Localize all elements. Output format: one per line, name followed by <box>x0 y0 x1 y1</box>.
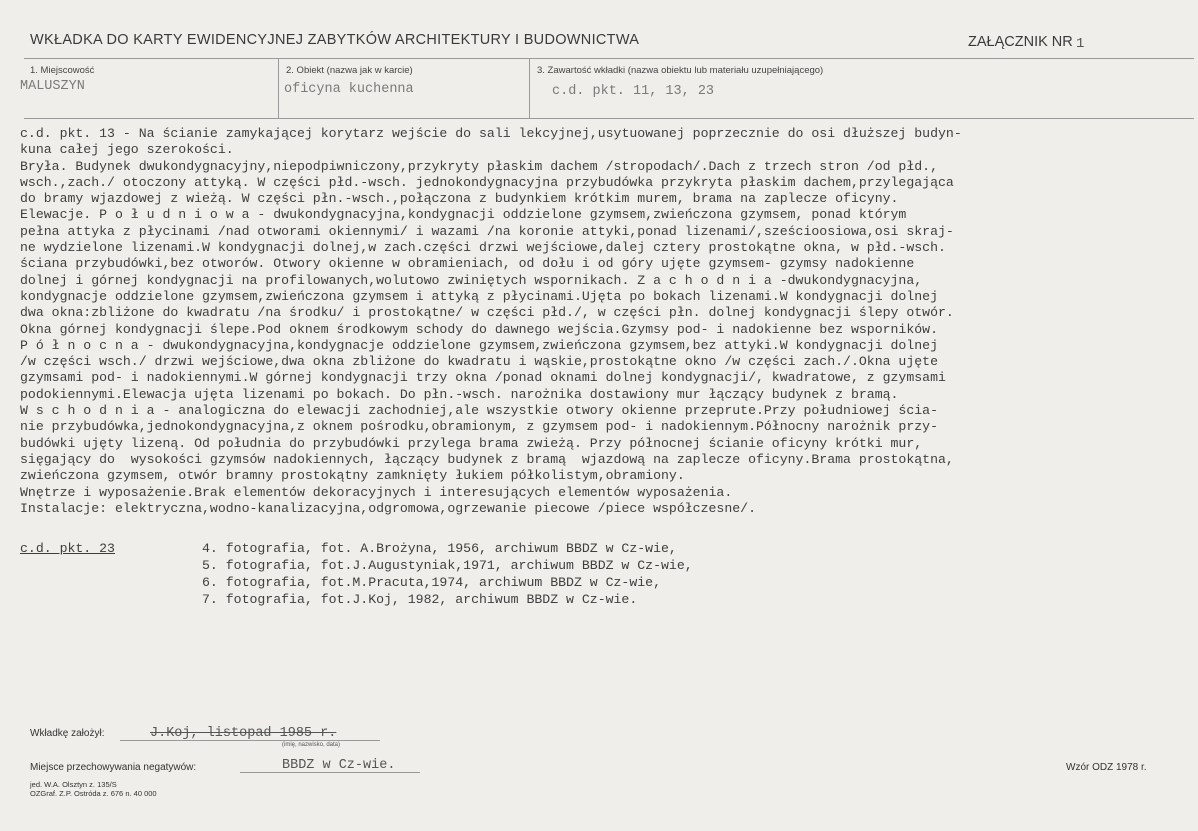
body-line: W s c h o d n i a - analogiczna do elewacji zachodniej,ale wszystkie otwory okienne przeprute.Przy południowej ścia- <box>20 403 938 419</box>
body-line: do bramy wjazdowej z wieżą. W części płn.-wsch.,połączona z budynkiem krótkim murem, brama na zaplecze oficyny. <box>20 191 899 207</box>
compiled-by-hint: (imię, nazwisko, data) <box>282 742 341 748</box>
body-line: pełna attyka z płycinami /nad otworami okiennymi/ i wazami /na koronie attyki,ponad lizenami/,sześcioosiowa,osi skraj- <box>20 223 954 239</box>
object-value: oficyna kuchenna <box>284 82 414 97</box>
photo-item: 4. fotografia, fot. A.Brożyna, 1956, archiwum BBDZ w Cz-wie, <box>202 541 677 556</box>
body-line: sięgający do wysokości gzymsów nadokiennych, łączący budynek z bramą wjazdową na zaplecze oficyny.Brama prostokątna, <box>20 451 954 467</box>
body-line: Elewacje. P o ł u d n i o w a - dwukondygnacyjna,kondygnacji oddzielone gzymsem,zwieńczona gzymsem, ponad którym <box>20 207 907 223</box>
compiled-by-rule <box>120 740 380 741</box>
locality-value: MALUSZYN <box>20 79 85 94</box>
body-line: wsch.,zach./ otoczony attyką. W części płd.-wsch. jednokondygnacyjna przybudówka przykryta płaskim dachem,przylegająca <box>20 174 954 190</box>
body-line: Instalacje: elektryczna,wodno-kanalizacyjna,odgromowa,ogrzewanie piecowe /piece współczesne/. <box>20 500 756 516</box>
locality-label: 1. Miejscowość <box>30 65 95 76</box>
header-rule-bottom <box>24 118 1194 119</box>
body-line: kondygnacje oddzielone gzymsem,zwieńczona gzymsem i attyką z płycinami.Ujęta po bokach lizenami.W kondygnacji dolnej <box>20 288 938 304</box>
compiled-by-label: Wkładkę założył: <box>30 728 105 739</box>
body-line: Wnętrze i wyposażenie.Brak elementów dekoracyjnych i interesujących elementów wyposażenia. <box>20 484 733 500</box>
body-line: budówki ujęty lizeną. Od południa do przybudówki przylega brama zwieżą. Przy północnej ścianie oficyny krótki mur, <box>20 435 923 451</box>
field-divider-1 <box>278 58 279 118</box>
print-info-line: OZGraf. Z.P. Ostróda z. 676 n. 40 000 <box>30 789 157 798</box>
storage-rule <box>240 772 420 773</box>
photo-item: 5. fotografia, fot.J.Augustyniak,1971, archiwum BBDZ w Cz-wie, <box>202 558 693 573</box>
body-line: ściana przybudówki,bez otworów. Otwory okienne w obramieniach, od dołu i od góry ujęte gzymsem- gzymsy nadokienne <box>20 256 915 272</box>
body-line: dwa okna:zbliżone do kwadratu /na środku/ i prostokątne/ w części płd./, w części płn. dolnej kondygnacji ślepy otwór. <box>20 305 954 321</box>
storage-label: Miejsce przechowywania negatywów: <box>30 762 197 773</box>
compiled-by-value: J.Koj, listopad 1985 r. <box>150 726 337 741</box>
contents-label: 3. Zawartość wkładki (nazwa obiektu lub materiału uzupełniającego) <box>537 65 824 76</box>
body-line: Bryła. Budynek dwukondygnacyjny,niepodpiwniczony,przykryty płaskim dachem /stropodach/.Dach z trzech stron /od płd., <box>20 158 938 174</box>
description-text <box>20 126 1198 517</box>
photo-item: 7. fotografia, fot.J.Koj, 1982, archiwum BBDZ w Cz-wie. <box>202 592 638 607</box>
body-line: podokiennymi.Elewacja ujęta lizenami po bokach. Do płn.-wsch. narożnika dostawiony mur łączący budynek z bramą. <box>20 386 899 402</box>
annex-number: 1 <box>1076 36 1085 52</box>
body-line: ne wydzielone lizenami.W kondygnacji dolnej,w zach.części drzwi wejściowe,dalej cztery prostokątne okna, w płd.-wsch. <box>20 240 946 256</box>
photo-list-heading: c.d. pkt. 23 <box>20 541 115 556</box>
photo-item: 6. fotografia, fot.M.Pracuta,1974, archiwum BBDZ w Cz-wie, <box>202 575 661 590</box>
body-line: Okna górnej kondygnacji ślepe.Pod oknem środkowym schody do dawnego wejścia.Gzymsy pod- i nadokienne bez wsporników. <box>20 321 938 337</box>
print-info <box>30 780 157 798</box>
form-template-mark: Wzór ODZ 1978 r. <box>1066 762 1147 773</box>
body-line: kuna całej jego szerokości. <box>20 142 234 158</box>
field-divider-2 <box>529 58 530 118</box>
body-line: P ó ł n o c n a - dwukondygnacyjna,kondygnacje oddzielone gzymsem,zwieńczona gzymsem,bez attyki.W kondygnacji dolnej <box>20 337 938 353</box>
object-label: 2. Obiekt (nazwa jak w karcie) <box>286 65 413 76</box>
body-line: zwieńczona gzymsem, otwór bramny prostokątny zamknięty łukiem półkolistym,obramiony. <box>20 468 685 484</box>
body-line: nie przybudówka,jednokondygnacyjna,z oknem pośrodku,obramionym, z gzymsem pod- i nadokiennym.Północny narożnik przy- <box>20 419 938 435</box>
annex-label: ZAŁĄCZNIK NR <box>968 34 1073 50</box>
storage-value: BBDZ w Cz-wie. <box>282 758 396 773</box>
contents-value: c.d. pkt. 11, 13, 23 <box>552 84 715 99</box>
print-info-line: jed. W.A. Olsztyn z. 135/S <box>30 780 117 789</box>
body-line: dolnej i górnej kondygnacji na profilowanych,wolutowo zwiniętych wspornikach. Z a c h o d n i a -dwukondygnacyjna, <box>20 272 923 288</box>
header-rule-top <box>24 58 1194 59</box>
body-line: gzymsami pod- i nadokiennymi.W górnej kondygnacji trzy okna /ponad oknami dolnej kondygnacji/, kwadratowe, z gzymsami <box>20 370 946 386</box>
body-line: c.d. pkt. 13 - Na ścianie zamykającej korytarz wejście do sali lekcyjnej,usytuowanej poprzecznie do osi dłuższej budyn- <box>20 126 962 141</box>
form-title: WKŁADKA DO KARTY EWIDENCYJNEJ ZABYTKÓW ARCHITEKTURY I BUDOWNICTWA <box>30 32 640 48</box>
body-line: /w części wsch./ drzwi wejściowe,dwa okna zbliżone do kwadratu i wąskie,prostokątne okno /w części zach./.Okna ujęte <box>20 354 938 370</box>
